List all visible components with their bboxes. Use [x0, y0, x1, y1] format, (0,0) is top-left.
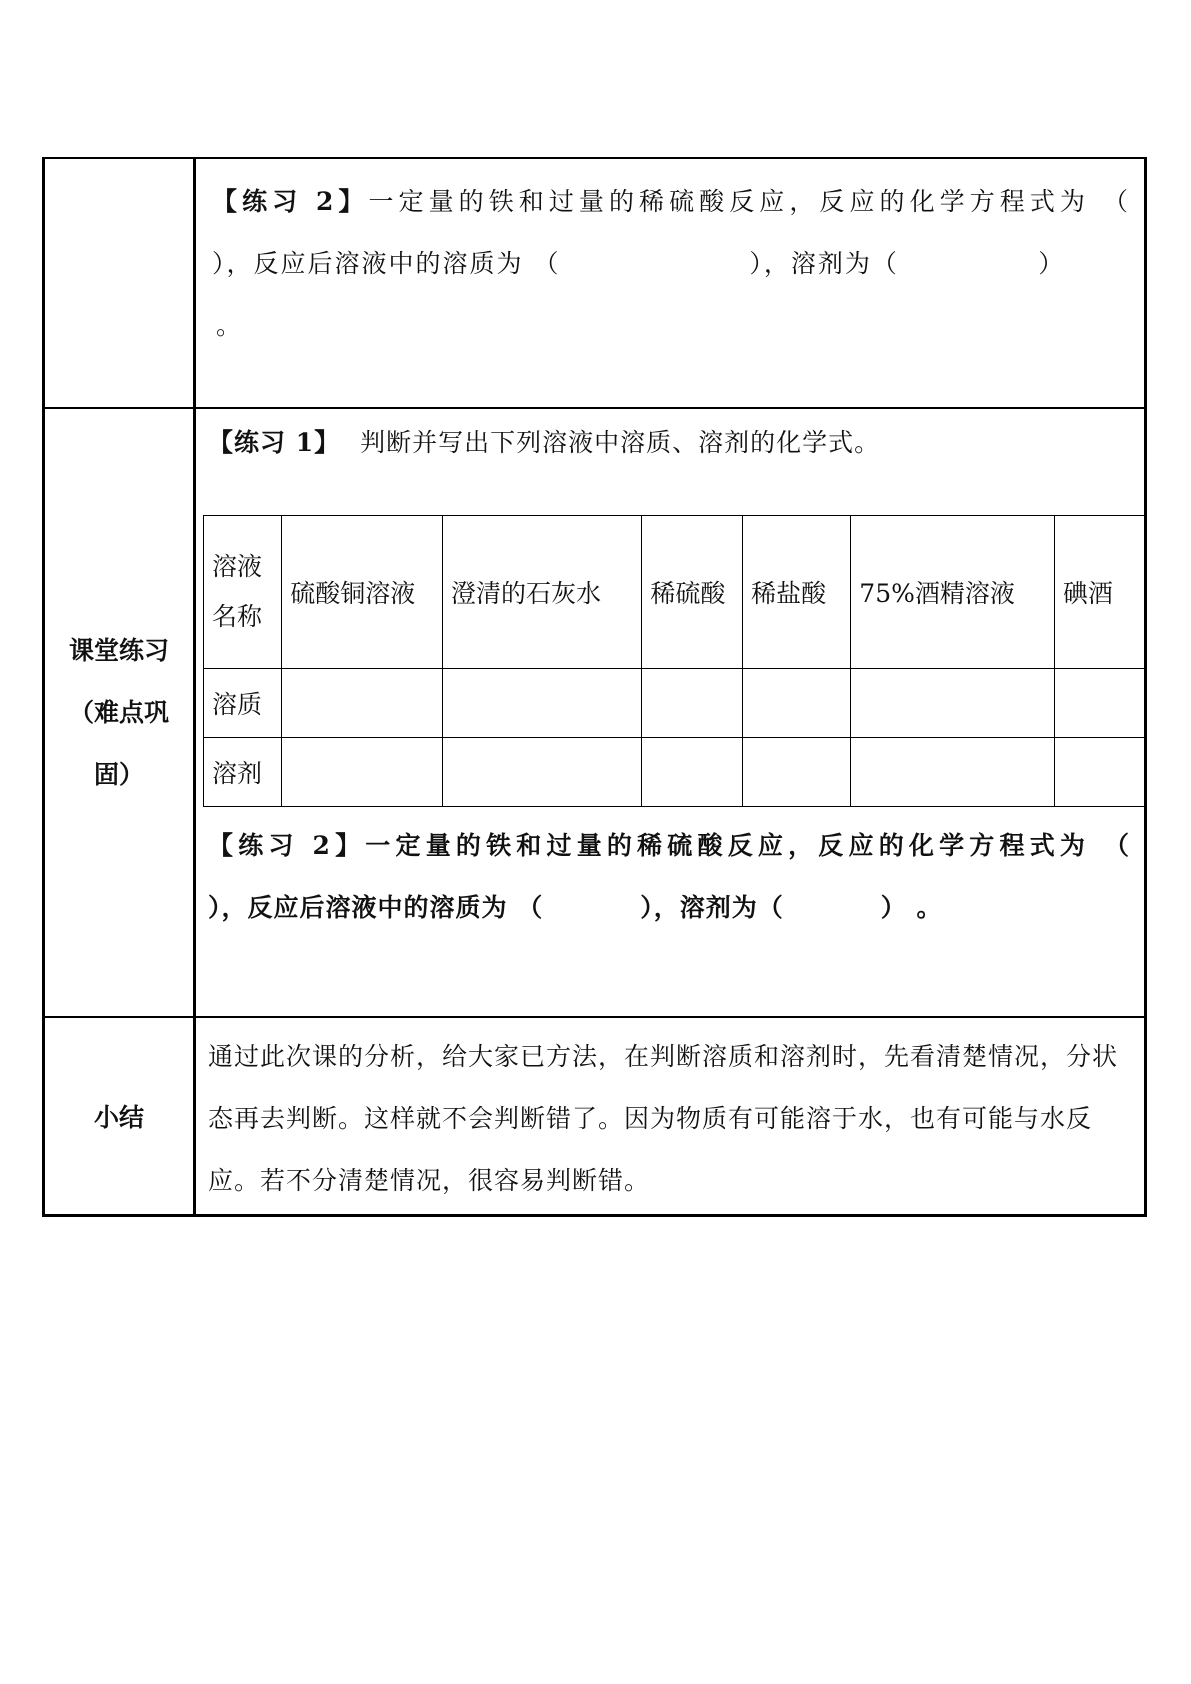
lesson-table: [42, 157, 1147, 1217]
class-practice-label: [45, 620, 193, 806]
answer-cell[interactable]: [642, 738, 743, 807]
summary-content-cell: [195, 1017, 1146, 1216]
exercise2-tag: 【练习 2】: [212, 187, 369, 216]
answer-cell[interactable]: [743, 738, 851, 807]
solution-table-header-row: [204, 516, 1145, 669]
header-label-cell: 溶液名称: [204, 516, 282, 669]
row2-label-cell: [44, 408, 195, 1017]
lesson-row-summary: [44, 1017, 1146, 1216]
row-label-cell: 溶剂: [204, 738, 282, 807]
answer-cell[interactable]: [442, 738, 641, 807]
row2-content-cell: [195, 408, 1146, 1017]
answer-cell[interactable]: [282, 738, 443, 807]
header-cell: 碘酒: [1054, 516, 1144, 669]
header-cell: 稀盐酸: [743, 516, 851, 669]
answer-cell[interactable]: [1054, 669, 1144, 738]
row1-label-cell: [44, 158, 195, 408]
exercise1-heading: [196, 409, 1144, 459]
exercise2-line2: ），反应后溶液中的溶质为 （ ），溶剂为（ ）: [212, 249, 1066, 278]
exercise2-bold-line2: ），反应后溶液中的溶质为 （ ），溶剂为（ ） 。: [208, 893, 943, 922]
lesson-row-exercise-top: [44, 158, 1146, 408]
row-label-cell: 溶质: [204, 669, 282, 738]
exercise1-tag: 【练习 1】: [208, 428, 341, 457]
answer-cell[interactable]: [743, 669, 851, 738]
header-cell: 稀硫酸: [642, 516, 743, 669]
header-cell: 澄清的石灰水: [442, 516, 641, 669]
answer-cell[interactable]: [282, 669, 443, 738]
solvent-row: [204, 738, 1145, 807]
exercise2-line1: [212, 171, 1130, 233]
row1-content-cell: [195, 158, 1146, 408]
header-cell: 硫酸铜溶液: [282, 516, 443, 669]
class-practice-label-line3: 固）: [93, 759, 144, 789]
exercise1-text: 判断并写出下列溶液中溶质、溶剂的化学式。: [360, 428, 881, 457]
exercise2-top: [196, 159, 1144, 357]
lesson-row-class-practice: [44, 408, 1146, 1017]
answer-cell[interactable]: [851, 669, 1055, 738]
answer-cell[interactable]: [442, 669, 641, 738]
exercise2-line3: 。: [216, 311, 244, 340]
summary-label-cell: 小结: [44, 1017, 195, 1216]
exercise2-line1-text: 一定量的铁和过量的稀硫酸反应，反应的化学方程式为 （: [368, 187, 1130, 216]
class-practice-label-line2: （难点巩: [68, 697, 169, 727]
solution-table: [203, 515, 1145, 807]
exercise2-bold: [196, 807, 1144, 939]
header-cell: 75%酒精溶液: [851, 516, 1055, 669]
answer-cell[interactable]: [642, 669, 743, 738]
exercise2-bold-line1: 【练习 2】一定量的铁和过量的稀硫酸反应，反应的化学方程式为 （: [208, 831, 1130, 860]
class-practice-label-line1: 课堂练习: [68, 635, 169, 665]
answer-cell[interactable]: [851, 738, 1055, 807]
answer-cell[interactable]: [1054, 738, 1144, 807]
summary-text: 通过此次课的分析，给大家已方法，在判断溶质和溶剂时，先看清楚情况，分状态再去判断。这样就不会判断错了。因为物质有可能溶于水，也有可能与水反应。若不分清楚情况，很容易判断错。: [208, 1042, 1119, 1195]
solute-row: [204, 669, 1145, 738]
